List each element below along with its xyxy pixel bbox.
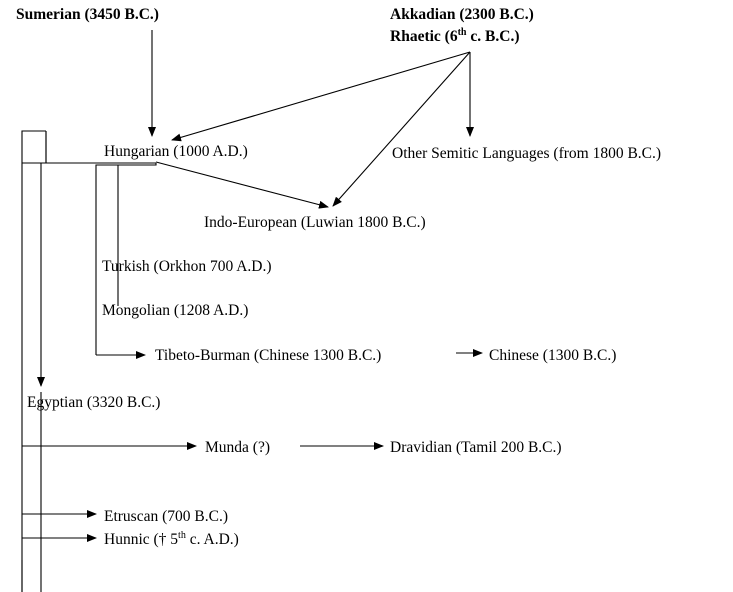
node-egyptian: Egyptian (3320 B.C.)	[27, 394, 161, 411]
node-munda: Munda (?)	[205, 439, 270, 456]
edge-rhaetic-indoeuropean	[333, 52, 470, 206]
edge-rhaetic-hungarian	[172, 52, 470, 140]
node-dravidian: Dravidian (Tamil 200 B.C.)	[390, 439, 562, 456]
node-turkish: Turkish (Orkhon 700 A.D.)	[102, 258, 272, 275]
node-hungarian: Hungarian (1000 A.D.)	[104, 143, 248, 160]
node-etruscan: Etruscan (700 B.C.)	[104, 508, 228, 525]
edge-hungarian-indoeuropean	[156, 162, 328, 207]
node-rhaetic: Rhaetic (6th c. B.C.)	[390, 26, 520, 45]
node-other-semitic-languages: Other Semitic Languages (from 1800 B.C.)	[392, 145, 662, 162]
node-chinese: Chinese (1300 B.C.)	[489, 347, 617, 364]
node-tibeto-burman: Tibeto-Burman (Chinese 1300 B.C.)	[155, 347, 382, 364]
edge-left-spine	[22, 131, 46, 592]
node-hunnic: Hunnic († 5th c. A.D.)	[104, 529, 239, 548]
node-indo-european: Indo-European (Luwian 1800 B.C.)	[204, 214, 426, 231]
node-mongolian: Mongolian (1208 A.D.)	[102, 302, 249, 319]
node-sumerian: Sumerian (3450 B.C.)	[16, 6, 159, 23]
node-akkadian: Akkadian (2300 B.C.)	[390, 6, 534, 23]
